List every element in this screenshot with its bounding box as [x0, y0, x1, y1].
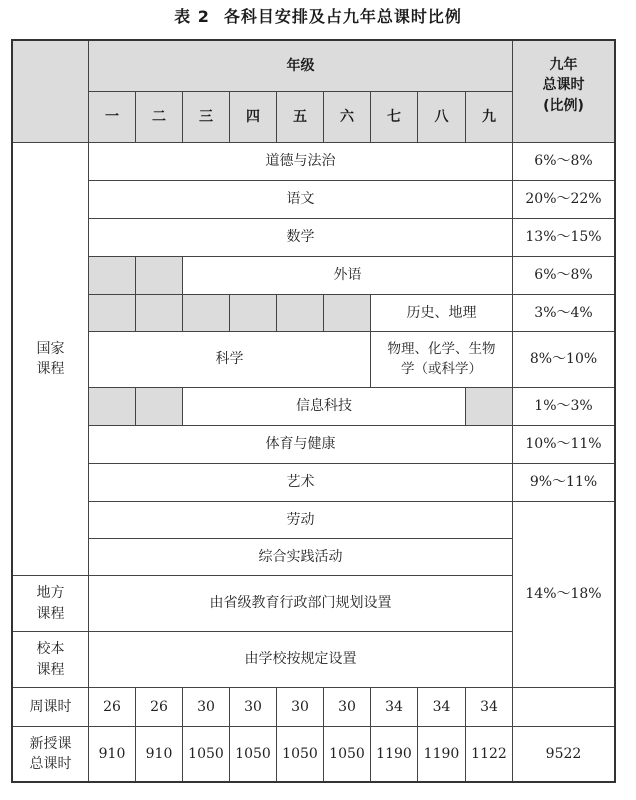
science-secondary-line1: 物理、化学、生物 — [387, 340, 496, 357]
na-cell — [136, 295, 183, 332]
group-local — [13, 576, 89, 632]
grade-col-3: 三 — [183, 92, 230, 143]
group-school — [13, 632, 89, 688]
table-number: 表 2 — [174, 7, 210, 26]
grade-col-1: 一 — [89, 92, 136, 143]
group-national-line1: 国家 — [36, 340, 65, 357]
ratio-chinese: 20%～22% — [513, 181, 614, 219]
na-cell — [277, 295, 324, 332]
ratio-foreign-language: 6%～8% — [513, 257, 614, 295]
ratio-it: 1%～3% — [513, 388, 614, 426]
total-hours-g9: 1122 — [466, 727, 513, 781]
subject-art: 艺术 — [89, 464, 513, 502]
ratio-math: 13%～15% — [513, 219, 614, 257]
ratio-pe: 10%～11% — [513, 426, 614, 464]
na-cell — [183, 295, 230, 332]
weekly-hours-g4: 30 — [230, 688, 277, 727]
na-cell — [136, 257, 183, 295]
na-cell — [89, 295, 136, 332]
total-hours-sum: 9522 — [513, 727, 614, 781]
total-header — [513, 41, 614, 143]
group-school-line1: 校本 — [36, 641, 65, 658]
group-local-line1: 地方 — [36, 585, 65, 602]
na-cell — [136, 388, 183, 426]
total-header-line1: 九年 — [549, 57, 578, 73]
subject-math: 数学 — [89, 219, 513, 257]
grade-col-4: 四 — [230, 92, 277, 143]
na-cell — [89, 388, 136, 426]
science-secondary-line2: 学（或科学） — [401, 360, 482, 377]
grade-col-2: 二 — [136, 92, 183, 143]
subject-practice: 综合实践活动 — [89, 539, 513, 576]
weekly-hours-g9: 34 — [466, 688, 513, 727]
curriculum-table — [11, 39, 616, 783]
na-cell — [324, 295, 371, 332]
total-hours-g5: 1050 — [277, 727, 324, 781]
na-cell — [466, 388, 513, 426]
total-hours-g6: 1050 — [324, 727, 371, 781]
table-title — [0, 4, 636, 27]
header-corner — [13, 41, 89, 143]
subject-it: 信息科技 — [183, 388, 466, 426]
weekly-hours-total — [513, 688, 614, 727]
ratio-morality: 6%～8% — [513, 143, 614, 181]
weekly-hours-g1: 26 — [89, 688, 136, 727]
group-national — [13, 143, 89, 576]
weekly-hours-g8: 34 — [418, 688, 466, 727]
subject-science-primary: 科学 — [89, 332, 371, 388]
group-local-line2: 课程 — [36, 605, 65, 622]
total-hours-g2: 910 — [136, 727, 183, 781]
total-hours-g3: 1050 — [183, 727, 230, 781]
subject-foreign-language: 外语 — [183, 257, 513, 295]
weekly-hours-g2: 26 — [136, 688, 183, 727]
weekly-hours-g5: 30 — [277, 688, 324, 727]
total-hours-label-line2: 总课时 — [29, 756, 72, 772]
total-hours-g4: 1050 — [230, 727, 277, 781]
ratio-history-geography: 3%～4% — [513, 295, 614, 332]
subject-chinese: 语文 — [89, 181, 513, 219]
subject-local: 由省级教育行政部门规划设置 — [89, 576, 513, 632]
total-header-line3: (比例) — [543, 97, 584, 114]
weekly-hours-g3: 30 — [183, 688, 230, 727]
total-hours-g8: 1190 — [418, 727, 466, 781]
grade-col-7: 七 — [371, 92, 418, 143]
total-hours-label — [13, 727, 89, 781]
total-hours-g7: 1190 — [371, 727, 418, 781]
subject-science-secondary — [371, 332, 513, 388]
grade-header: 年级 — [89, 41, 513, 92]
subject-labor: 劳动 — [89, 502, 513, 539]
na-cell — [89, 257, 136, 295]
weekly-hours-g6: 30 — [324, 688, 371, 727]
total-hours-g1: 910 — [89, 727, 136, 781]
grade-col-6: 六 — [324, 92, 371, 143]
ratio-shared: 14%～18% — [513, 502, 614, 688]
subject-morality: 道德与法治 — [89, 143, 513, 181]
subject-pe: 体育与健康 — [89, 426, 513, 464]
ratio-science: 8%～10% — [513, 332, 614, 388]
na-cell — [230, 295, 277, 332]
group-national-line2: 课程 — [36, 361, 65, 377]
grade-col-5: 五 — [277, 92, 324, 143]
group-school-line2: 课程 — [36, 661, 65, 678]
weekly-hours-label: 周课时 — [13, 688, 89, 727]
table-caption: 各科目安排及占九年总课时比例 — [223, 7, 462, 26]
ratio-art: 9%～11% — [513, 464, 614, 502]
grade-col-8: 八 — [418, 92, 466, 143]
weekly-hours-g7: 34 — [371, 688, 418, 727]
total-header-line2: 总课时 — [542, 77, 585, 94]
subject-history-geography: 历史、地理 — [371, 295, 513, 332]
total-hours-label-line1: 新授课 — [29, 735, 72, 752]
grade-col-9: 九 — [466, 92, 513, 143]
subject-school: 由学校按规定设置 — [89, 632, 513, 688]
